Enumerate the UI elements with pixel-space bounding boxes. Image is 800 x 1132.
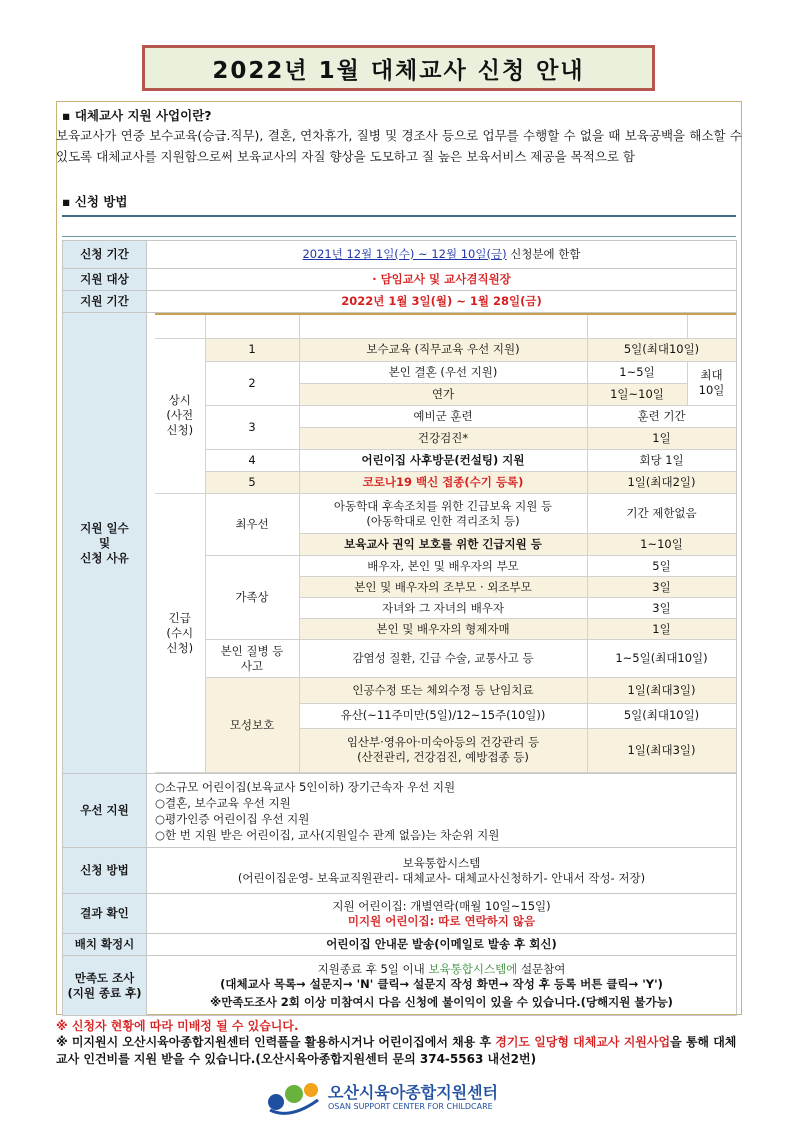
f4-days: 1일 <box>587 619 736 640</box>
period-value: 2021년 12월 1일(수) ~ 12월 10일(금) 신청분에 한함 <box>147 241 737 269</box>
intro-heading: ▪ 대체교사 지원 사업이란? <box>62 108 212 123</box>
r1-reason: 보수교육 (직무교육 우선 지원) <box>299 338 587 361</box>
f1-reason: 배우자, 본인 및 배우자의 부모 <box>299 556 587 577</box>
ill-reason: 감염성 질환, 긴급 수술, 교통사고 등 <box>299 640 587 678</box>
r3b-reason: 건강검진* <box>299 428 587 450</box>
r2-max: 최대 10일 <box>687 361 736 405</box>
m1-reason: 인공수정 또는 체외수정 등 난임치료 <box>299 678 587 703</box>
r1-days: 5일(최대10일) <box>587 338 736 361</box>
r2b-days: 1일~10일 <box>587 383 687 405</box>
period-label: 신청 기간 <box>63 241 147 269</box>
intro-body: 보육교사가 연중 보수교육(승급.직무), 결혼, 연차휴가, 질병 및 경조사 등으로 업무를 수행할 수 없을 때 보육공백을 해소할 수 있도록 대체교사를 지원함으로써 보육교사의 자질 향상을 도모하고 질 높은 보육서비스 제공을 목적으로 함 <box>56 128 742 164</box>
r2b-reason: 연가 <box>299 383 587 405</box>
apply-label: 신청 방법 <box>63 848 147 894</box>
r2a-reason: 본인 결혼 (우선 지원) <box>299 361 587 383</box>
f2-days: 3일 <box>587 577 736 598</box>
m1-days: 1일(최대3일) <box>587 678 736 703</box>
r2-num: 2 <box>205 361 299 405</box>
t1-days: 기간 제한없음 <box>587 494 736 534</box>
detail-cell <box>147 313 737 774</box>
t2-days: 1~10일 <box>587 534 736 556</box>
m3-days: 1일(최대3일) <box>587 728 736 772</box>
regular-label: 상시 (사전 신청) <box>155 338 205 494</box>
target-label: 지원 대상 <box>63 269 147 291</box>
survey-label: 만족도 조사 (지원 종료 후) <box>63 956 147 1016</box>
logo-mark-icon <box>266 1076 326 1118</box>
info-table <box>62 240 737 1016</box>
page-title: 2022년 1월 대체교사 신청 안내 <box>142 45 655 91</box>
result-label: 결과 확인 <box>63 894 147 934</box>
logo-name: 오산시육아종합지원센터 <box>328 1083 499 1102</box>
support-label: 지원 기간 <box>63 291 147 313</box>
method-heading: ▪ 신청 방법 <box>62 194 128 209</box>
m3-reason: 임산부·영유아·미숙아등의 건강관리 등 (산전관리, 건강검진, 예방접종 등) <box>299 728 587 772</box>
note-1: ※ 신청자 현황에 따라 미배정 될 수 있습니다. <box>56 1019 299 1033</box>
f1-days: 5일 <box>587 556 736 577</box>
r2a-days: 1~5일 <box>587 361 687 383</box>
r5-num: 5 <box>205 472 299 494</box>
illness-label: 본인 질병 등 사고 <box>205 640 299 678</box>
r3a-days: 훈련 기간 <box>587 405 736 427</box>
f3-reason: 자녀와 그 자녀의 배우자 <box>299 598 587 619</box>
r4-reason: 어린이집 사후방문(컨설팅) 지원 <box>299 450 587 472</box>
r1-num: 1 <box>205 338 299 361</box>
t2-reason: 보육교사 권익 보호를 위한 긴급지원 등 <box>299 534 587 556</box>
r4-days: 회당 1일 <box>587 450 736 472</box>
f3-days: 3일 <box>587 598 736 619</box>
center-logo <box>266 1076 536 1118</box>
placement-value: 어린이집 안내문 발송(이메일로 발송 후 회신) <box>147 934 737 956</box>
days-label: 지원 일수 및 신청 사유 <box>63 313 147 774</box>
t1-reason: 아동학대 후속조치를 위한 긴급보육 지원 등 (아동학대로 인한 격리조치 등) <box>299 494 587 534</box>
result-value: 지원 어린이집: 개별연락(매월 10일~15일) 미지원 어린이집: 따로 연락하지 않음 <box>147 894 737 934</box>
m2-days: 5일(최대10일) <box>587 703 736 728</box>
logo-subtitle: OSAN SUPPORT CENTER FOR CHILDCARE <box>328 1102 493 1111</box>
m2-reason: 유산(~11주미만(5일)/12~15주(10일)) <box>299 703 587 728</box>
apply-value: 보육통합시스템 (어린이집운영- 보육교직원관리- 대체교사- 대체교사신청하기- 안내서 작성- 저장) <box>147 848 737 894</box>
f4-reason: 본인 및 배우자의 형제자매 <box>299 619 587 640</box>
family-label: 가족상 <box>205 556 299 640</box>
r5-reason: 코로나19 백신 접종(수기 등록) <box>299 472 587 494</box>
r5-days: 1일(최대2일) <box>587 472 736 494</box>
target-value: · 담임교사 및 교사겸직원장 <box>147 269 737 291</box>
survey-value: 지원종료 후 5일 이내 보육통합시스템에 설문참여 (대체교사 목록→ 설문지→ 'N' 클릭→ 설문지 작성 화면→ 작성 후 등록 버튼 클릭→ 'Y') ※만족도조사 2회 이상 미참여시 다음 신청에 불이익이 있을 수 있습니다.(당해지원 불가능) <box>147 956 737 1016</box>
maternity-label: 모성보호 <box>205 678 299 773</box>
note-2: ※ 미지원시 오산시육아종합지원센터 인력풀을 활용하시거나 어린이집에서 채용 후 경기도 일당형 대체교사 지원사업을 통해 대체교사 인건비를 지원 받을 수 있습니다.(오산시육아종합지원센터 문의 374-5563 내선2번) <box>56 1035 737 1066</box>
separator-line <box>62 215 736 217</box>
r3a-reason: 예비군 훈련 <box>299 405 587 427</box>
support-value: 2022년 1월 3일(월) ~ 1월 28일(금) <box>147 291 737 313</box>
separator-line-2 <box>62 236 736 237</box>
ill-days: 1~5일(최대10일) <box>587 640 736 678</box>
placement-label: 배치 확정시 <box>63 934 147 956</box>
priority-label: 우선 지원 <box>63 774 147 848</box>
r3b-days: 1일 <box>587 428 736 450</box>
r4-num: 4 <box>205 450 299 472</box>
urgent-label: 긴급 (수시 신청) <box>155 494 205 773</box>
f2-reason: 본인 및 배우자의 조부모 · 외조부모 <box>299 577 587 598</box>
detail-table <box>155 313 737 773</box>
priority-list: ○소규모 어린이집(보육교사 5인이하) 장기근속자 우선 지원 ○결혼, 보수교육 우선 지원 ○평가인증 어린이집 우선 지원 ○한 번 지원 받은 어린이집, 교사(지원일수 관계 없음)는 차순위 지원 <box>147 774 737 848</box>
r3-num: 3 <box>205 405 299 449</box>
top-priority-label: 최우선 <box>205 494 299 556</box>
